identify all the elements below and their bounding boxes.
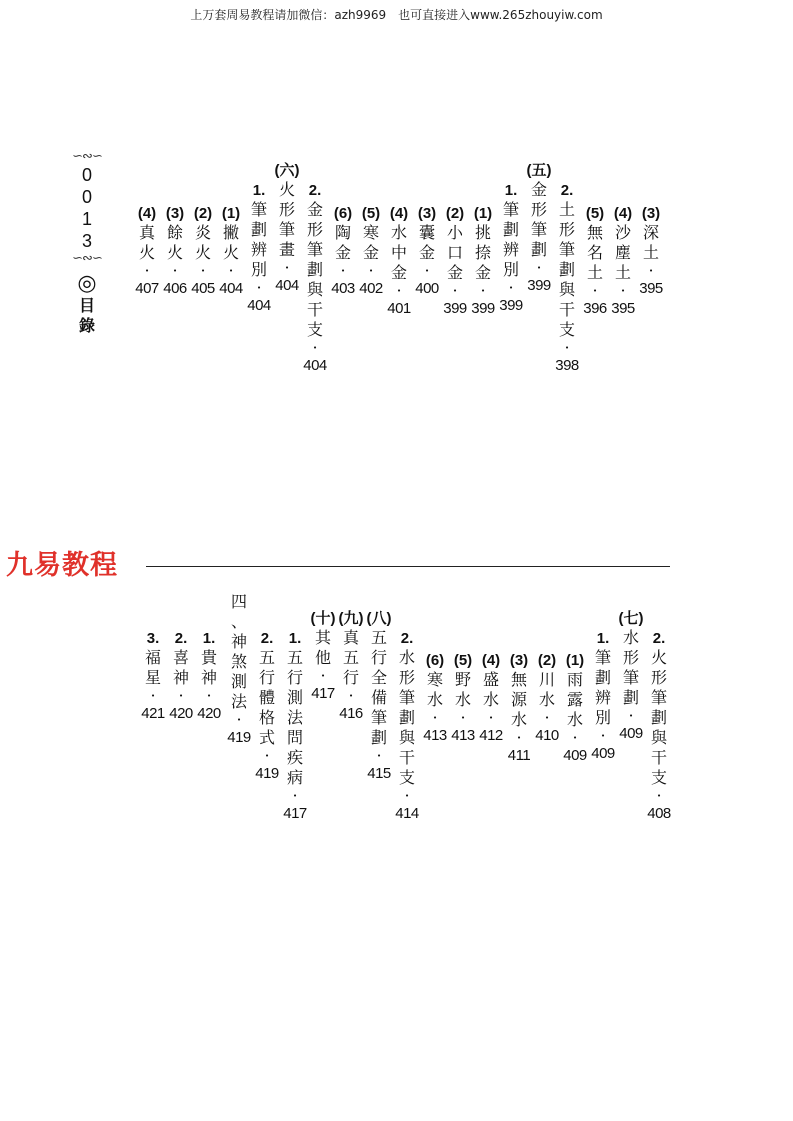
entry-label: (1) [565, 652, 585, 669]
leader-dot: · [144, 261, 150, 280]
entry-page-number: 410 [535, 727, 559, 744]
entry-page-number: 404 [303, 357, 327, 374]
entry-page-number: 417 [311, 685, 335, 702]
entry-page-number: 395 [611, 300, 635, 317]
toc-entry [393, 630, 421, 824]
entry-page-number: 404 [219, 280, 243, 297]
toc-entry [195, 630, 223, 724]
toc-entry [225, 592, 253, 748]
toc-entry [357, 205, 385, 299]
entry-label: (4) [137, 205, 157, 222]
entry-title: 寒 金 [362, 223, 379, 262]
page-digit: 1 [81, 209, 92, 229]
entry-title: 五 行 體 格 式 [258, 648, 275, 747]
leader-dot: · [516, 728, 522, 747]
leader-dot: · [480, 281, 486, 300]
entry-title: 土 形 筆 劃 與 干 支 [558, 200, 575, 339]
toc-entry [329, 205, 357, 299]
section-label-char: 錄 [78, 316, 95, 335]
entry-title: 火 形 筆 畫 [278, 180, 295, 259]
entry-title: 囊 金 [418, 223, 435, 262]
leader-dot: · [544, 708, 550, 727]
entry-page-number: 420 [169, 705, 193, 722]
entry-label: (七) [618, 610, 644, 627]
entry-label: 2. [308, 182, 322, 199]
entry-page-number: 399 [527, 277, 551, 294]
entry-label: (2) [537, 652, 557, 669]
leader-dot: · [320, 666, 326, 685]
leader-dot: · [150, 686, 156, 705]
leader-dot: · [452, 281, 458, 300]
entry-title: 水 中 金 [390, 223, 407, 282]
entry-label: 2. [260, 630, 274, 647]
entry-page-number: 421 [141, 705, 165, 722]
entry-page-number: 399 [471, 300, 495, 317]
entry-title: 雨 露 水 [566, 670, 583, 729]
leader-dot: · [284, 258, 290, 277]
leader-dot: · [228, 261, 234, 280]
entry-page-number: 409 [619, 725, 643, 742]
brand-logo: 九易教程 [6, 550, 118, 581]
entry-label: 1. [504, 182, 518, 199]
entry-label: (1) [473, 205, 493, 222]
toc-entry [133, 205, 161, 299]
leader-dot: · [432, 708, 438, 727]
entry-title: 炎 火 [194, 223, 211, 262]
toc-entry [469, 205, 497, 319]
entry-page-number: 399 [443, 300, 467, 317]
entry-title: 小 口 金 [446, 223, 463, 282]
entry-label: 1. [288, 630, 302, 647]
entry-title: 火 形 筆 劃 與 干 支 [650, 648, 667, 787]
leader-dot: · [460, 708, 466, 727]
toc-entry [139, 630, 167, 724]
entry-title: 喜 神 [172, 648, 189, 687]
toc-entry [217, 205, 245, 299]
entry-page-number: 409 [563, 747, 587, 764]
divider-rule [146, 566, 670, 567]
entry-title: 福 星 [144, 648, 161, 687]
entry-title: 其 他 [314, 628, 331, 667]
toc-entry [617, 610, 645, 744]
entry-page-number: 413 [423, 727, 447, 744]
entry-label: (5) [361, 205, 381, 222]
leader-dot: · [312, 338, 318, 357]
page-digit: 0 [81, 165, 92, 185]
leader-dot: · [600, 726, 606, 745]
entry-page-number: 408 [647, 805, 671, 822]
leader-dot: · [508, 278, 514, 297]
toc-entry [581, 205, 609, 319]
entry-title: 野 水 [454, 670, 471, 709]
entry-title: 水 形 筆 劃 與 干 支 [398, 648, 415, 787]
entry-title: 深 土 [642, 223, 659, 262]
toc-entry [385, 205, 413, 319]
entry-title: 金 形 筆 劃 [530, 180, 547, 259]
watermark-header: 上万套周易教程请加微信：azh9969 也可直接进入www.265zhouyiw.com [190, 8, 603, 22]
leader-dot: · [256, 278, 262, 297]
entry-page-number: 419 [227, 729, 251, 746]
entry-label: (十) [310, 610, 336, 627]
toc-entry [421, 652, 449, 746]
spiral-icon: ◎ [77, 270, 97, 296]
entry-title: 五 行 全 備 筆 劃 [370, 628, 387, 747]
ornament-bottom: ∽∾∽ [72, 251, 102, 266]
entry-label: (九) [338, 610, 364, 627]
entry-page-number: 416 [339, 705, 363, 722]
toc-entry [645, 630, 673, 824]
leader-dot: · [572, 728, 578, 747]
entry-page-number: 409 [591, 745, 615, 762]
entry-title: 沙 塵 土 [614, 223, 631, 282]
toc-entry [167, 630, 195, 724]
toc-entry [637, 205, 665, 299]
leader-dot: · [178, 686, 184, 705]
entry-page-number: 395 [639, 280, 663, 297]
entry-page-number: 404 [275, 277, 299, 294]
entry-page-number: 414 [395, 805, 419, 822]
entry-page-number: 400 [415, 280, 439, 297]
entry-title: 挑 捺 金 [474, 223, 491, 282]
toc-entry [413, 205, 441, 299]
ornament-top: ∽∾∽ [72, 149, 102, 164]
leader-dot: · [396, 281, 402, 300]
toc-entry [589, 630, 617, 764]
toc-entry [189, 205, 217, 299]
entry-title: 無 名 土 [586, 223, 603, 282]
toc-entry [553, 182, 581, 376]
leader-dot: · [620, 281, 626, 300]
entry-label: (1) [221, 205, 241, 222]
entry-label: 1. [596, 630, 610, 647]
leader-dot: · [206, 686, 212, 705]
entry-label: (3) [417, 205, 437, 222]
entry-page-number: 399 [499, 297, 523, 314]
entry-title: 筆 劃 辨 別 [250, 200, 267, 279]
entry-title: 寒 水 [426, 670, 443, 709]
leader-dot: · [404, 786, 410, 805]
leader-dot: · [592, 281, 598, 300]
entry-label: 2. [174, 630, 188, 647]
entry-page-number: 396 [583, 300, 607, 317]
entry-title: 餘 火 [166, 223, 183, 262]
entry-label: (5) [585, 205, 605, 222]
entry-title: 無 源 水 [510, 670, 527, 729]
leader-dot: · [292, 786, 298, 805]
entry-page-number: 407 [135, 280, 159, 297]
entry-page-number: 411 [507, 747, 531, 764]
section-label-char: 目 [78, 296, 95, 315]
entry-page-number: 420 [197, 705, 221, 722]
page-tag [66, 150, 108, 336]
entry-title: 盛 水 [482, 670, 499, 709]
toc-entry [525, 162, 553, 296]
toc-entry [477, 652, 505, 746]
leader-dot: · [628, 706, 634, 725]
entry-title: 撇 火 [222, 223, 239, 262]
toc-entry [497, 182, 525, 316]
entry-title: 真 五 行 [342, 628, 359, 687]
leader-dot: · [172, 261, 178, 280]
entry-page-number: 405 [191, 280, 215, 297]
toc-entry [161, 205, 189, 299]
entry-page-number: 404 [247, 297, 271, 314]
entry-title: 水 形 筆 劃 [622, 628, 639, 707]
toc-entry [365, 610, 393, 784]
toc-entry [441, 205, 469, 319]
entry-label: 2. [560, 182, 574, 199]
page-digit: 3 [81, 231, 92, 251]
leader-dot: · [348, 686, 354, 705]
leader-dot: · [376, 746, 382, 765]
entry-label: 1. [202, 630, 216, 647]
leader-dot: · [536, 258, 542, 277]
leader-dot: · [200, 261, 206, 280]
entry-title: 筆 劃 辨 別 [502, 200, 519, 279]
leader-dot: · [236, 710, 242, 729]
leader-dot: · [488, 708, 494, 727]
entry-page-number: 398 [555, 357, 579, 374]
toc-entry [245, 182, 273, 316]
leader-dot: · [648, 261, 654, 280]
entry-label: (五) [526, 162, 552, 179]
entry-label: (2) [445, 205, 465, 222]
entry-label: (4) [613, 205, 633, 222]
entry-label: (4) [481, 652, 501, 669]
entry-label: (3) [641, 205, 661, 222]
entry-label: 2. [652, 630, 666, 647]
toc-entry [561, 652, 589, 766]
leader-dot: · [368, 261, 374, 280]
entry-title: 筆 劃 辨 別 [594, 648, 611, 727]
entry-label: (八) [366, 610, 392, 627]
page-digit: 0 [81, 187, 92, 207]
toc-entry [505, 652, 533, 766]
entry-page-number: 417 [283, 805, 307, 822]
entry-label: (2) [193, 205, 213, 222]
toc-entry [273, 162, 301, 296]
entry-page-number: 406 [163, 280, 187, 297]
entry-label: 3. [146, 630, 160, 647]
entry-label: (6) [425, 652, 445, 669]
entry-label: (六) [274, 162, 300, 179]
entry-label: (4) [389, 205, 409, 222]
entry-label: (3) [165, 205, 185, 222]
toc-entry [609, 205, 637, 319]
entry-label: (6) [333, 205, 353, 222]
toc-entry [281, 630, 309, 824]
toc-entry [301, 182, 329, 376]
entry-page-number: 415 [367, 765, 391, 782]
toc-entry [533, 652, 561, 746]
entry-title: 四 、 神 煞 測 法 [230, 592, 247, 711]
entry-page-number: 419 [255, 765, 279, 782]
entry-title: 陶 金 [334, 223, 351, 262]
entry-label: 2. [400, 630, 414, 647]
entry-page-number: 412 [479, 727, 503, 744]
leader-dot: · [264, 746, 270, 765]
leader-dot: · [656, 786, 662, 805]
leader-dot: · [424, 261, 430, 280]
leader-dot: · [564, 338, 570, 357]
entry-title: 金 形 筆 劃 與 干 支 [306, 200, 323, 339]
entry-label: (5) [453, 652, 473, 669]
entry-page-number: 403 [331, 280, 355, 297]
toc-entry [253, 630, 281, 784]
entry-label: 1. [252, 182, 266, 199]
entry-title: 五 行 測 法 問 疾 病 [286, 648, 303, 787]
leader-dot: · [340, 261, 346, 280]
toc-entry [337, 610, 365, 724]
entry-page-number: 413 [451, 727, 475, 744]
entry-page-number: 402 [359, 280, 383, 297]
entry-label: (3) [509, 652, 529, 669]
entry-page-number: 401 [387, 300, 411, 317]
entry-title: 川 水 [538, 670, 555, 709]
toc-entry [449, 652, 477, 746]
entry-title: 真 火 [138, 223, 155, 262]
entry-title: 貴 神 [200, 648, 217, 687]
toc-entry [309, 610, 337, 704]
